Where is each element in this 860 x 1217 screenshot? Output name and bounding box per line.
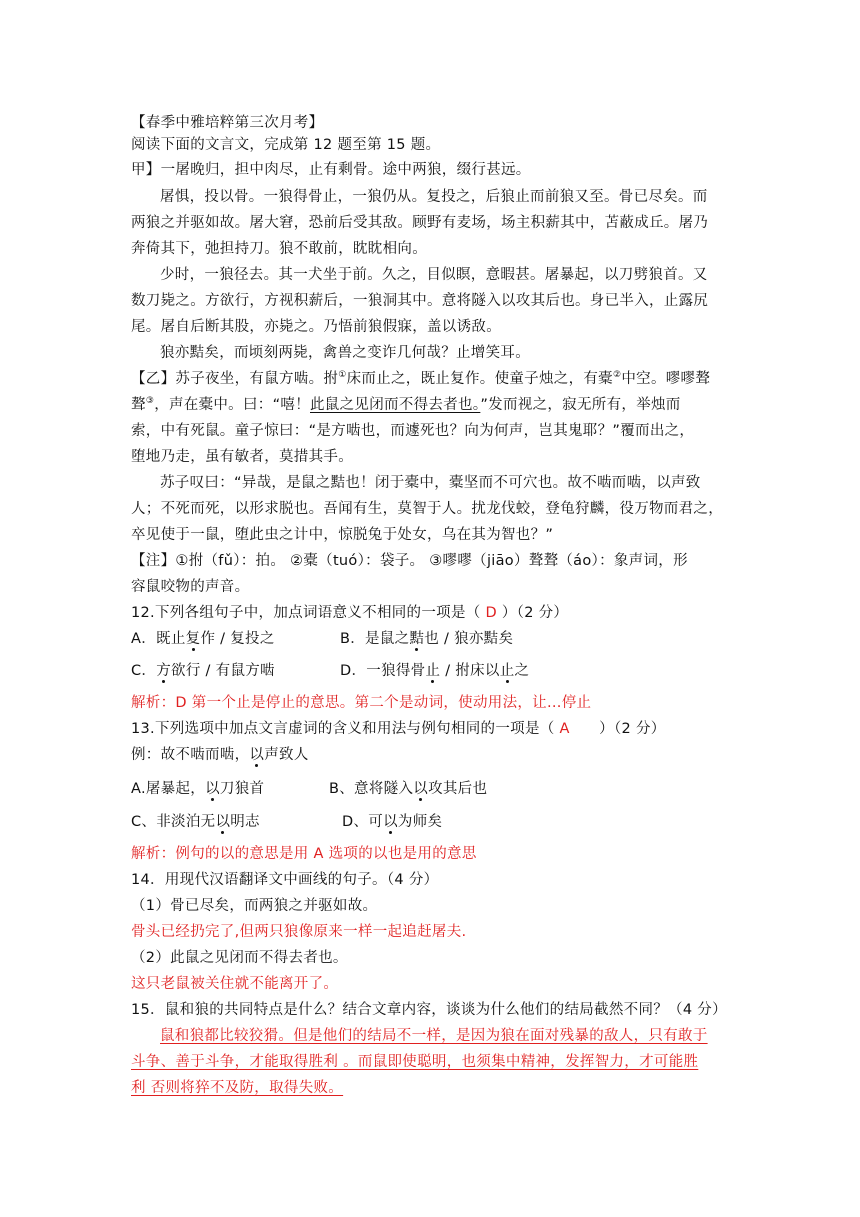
dotted-word: 止 [425,663,441,679]
footnote-mark: ③ [145,396,155,407]
answer-mark: A [559,721,570,737]
dotted-word: 复 [185,631,201,647]
question-text: ）（2 分） [496,605,569,621]
dotted-word: 止 [499,663,515,679]
dotted-word: 方 [156,663,172,679]
option-text: 明志 [230,814,260,830]
footnote-mark: ① [338,370,347,381]
option-text: 作 / 复投之 [200,631,275,647]
option-a [131,628,275,650]
passage-jia-line: 尾。屠自后断其股，亦毙之。乃悟前狼假寐，盖以诱敌。 [131,319,501,335]
question-14-answer-2: 这只老鼠被关住就不能离开了。 [131,976,339,992]
dotted-word: 以 [413,781,429,797]
question-14-sentence-1: （1）骨已尽矣，而两狼之并驱如故。 [131,898,378,914]
question-13-example [131,744,731,766]
passage-text: ”发而视之，寂无所有，举烛而 [480,397,681,413]
option-text: C． [131,663,157,679]
passage-jia-line: 甲】一屠晚归，担中肉尽，止有剩骨。途中两狼，缀行甚远。 [131,162,531,178]
passage-text: 中空。嘐嘐聱 [621,371,711,387]
question-14-stem: 14．用现代汉语翻译文中画线的句子。（4 分） [131,872,439,888]
passage-yi-line [131,394,731,416]
exam-header: 【春季中雅培粹第三次月考】 [131,115,324,131]
passage-jia-line: 少时，一狼径去。其一犬坐于前。久之，目似瞑，意暇甚。屠暴起，以刀劈狼首。又 [160,267,708,283]
option-text: 之 [514,663,530,679]
passage-jia-line: 奔倚其下，弛担持刀。狼不敢前，眈眈相向。 [131,241,427,257]
footnote-mark: ② [612,370,622,381]
question-12-analysis: 解析：D 第一个止是停止的意思。第二个是动词，使动用法，让...停止 [131,695,592,711]
annotation-line: 【注】①拊（fǔ）：拍。 ②橐（tuó）：袋子。 ③嘐嘐（jiāo）聱聱（áo）：象声词，形 [131,553,688,569]
option-text: C、非淡泊无 [131,814,216,830]
annotation-line: 容鼠咬物的声音。 [131,579,250,595]
dotted-word: 以 [249,747,265,763]
question-14-answer-1: 骨头已经扔完了,但两只狼像原来一样一起追赶屠夫. [131,924,467,940]
passage-jia-line: 屠惧，投以骨。一狼得骨止，一狼仍从。复投之，后狼止而前狼又至。骨已尽矣。而 [160,189,708,205]
passage-yi-line: 索，中有死鼠。童子惊曰：“是方啮也，而遽死也？向为何声，岂其鬼耶？”覆而出之， [131,423,695,439]
option-text: B．是鼠之 [340,631,410,647]
question-text: 12.下列各组句子中，加点词语意义不相同的一项是（ [131,605,486,621]
answer-mark: D [485,605,497,621]
question-15-answer-line: 利 否则将猝不及防，取得失败。 [131,1080,344,1096]
option-d [342,811,442,833]
question-text: ）（2 分） [569,721,666,737]
question-15-answer-line: 鼠和狼都比较狡猾。但是他们的结局不一样，是因为狼在面对残暴的敌人，只有敢于 [160,1028,708,1044]
option-text: 也 / 狼亦黠矣 [424,631,514,647]
passage-yi-line [131,368,731,390]
passage-text: 床而止之，既止复作。使童子烛之，有橐 [346,371,613,387]
option-text: A．既止 [131,631,186,647]
option-text: D．一狼得骨 [340,663,426,679]
option-text: A.屠暴起， [131,781,206,797]
dotted-word: 以 [383,814,398,830]
passage-jia-line: 两狼之并驱如故。屠大窘，恐前后受其敌。顾野有麦场，场主积薪其中，苫蔽成丘。屠乃 [131,215,709,231]
option-text: 欲行 / 有鼠方啮 [171,663,275,679]
option-text: 为师矣 [397,814,443,830]
passage-text: 【乙】苏子夜坐，有鼠方啮。拊 [131,371,339,387]
passage-text: ，声在橐中。曰：“嘻！ [154,397,310,413]
question-15-answer-line: 斗争、善于斗争，才能取得胜利 。而鼠即使聪明，也须集中精神，发挥智力，才可能胜 [131,1054,699,1070]
passage-text: 聱 [131,397,146,413]
option-text: 攻其后也 [428,781,488,797]
question-13-analysis: 解析：例句的以的意思是用 A 选项的以也是用的意思 [131,846,477,862]
underlined-sentence: 此鼠之见闭而不得去者也。 [310,397,481,413]
passage-yi-line: 卒见使于一鼠，堕此虫之计中，惊脱兔于处女，乌在其为智也？” [131,527,554,543]
passage-yi-line: 苏子叹曰：“异哉，是鼠之黠也！闭于橐中，橐坚而不可穴也。故不啮而啮，以声致 [160,475,701,491]
reading-instruction: 阅读下面的文言文，完成第 12 题至第 15 题。 [131,137,441,153]
question-15-stem: 15．鼠和狼的共同特点是什么？结合文章内容，谈谈为什么他们的结局截然不同？（4 分） [131,1002,727,1018]
option-text: / 拊床以 [440,663,500,679]
dotted-word: 黠 [409,631,425,647]
dotted-word: 以 [215,814,231,830]
question-13-stem [131,718,731,740]
dotted-word: 以 [205,781,220,797]
option-text: B、意将隧入 [329,781,414,797]
option-b [340,628,513,650]
example-text: 例：故不啮而啮， [131,747,250,763]
option-a [131,778,264,800]
passage-yi-line: 人；不死而死，以形求脱也。吾闻有生，莫智于人。扰龙伐蛟，登龟狩麟，役万物而君之， [131,501,723,517]
question-14-sentence-2: （2）此鼠之见闭而不得去者也。 [131,950,348,966]
option-b [329,778,487,800]
passage-yi-line: 堕地乃走，虽有敏者，莫措其手。 [131,449,353,465]
option-text: 刀狼首 [219,781,265,797]
option-d [340,660,529,682]
passage-jia-line: 数刀毙之。方欲行，方视积薪后，一狼洞其中。意将隧入以攻其后也。身已半入，止露尻 [131,293,709,309]
option-c [131,811,260,833]
passage-jia-line: 狼亦黠矣，而顷刻两毙，禽兽之变诈几何哉？止增笑耳。 [160,345,530,361]
option-c [131,660,275,682]
option-text: D、可 [342,814,384,830]
question-text: 13.下列选项中加点文言虚词的含义和用法与例句相同的一项是（ [131,721,560,737]
question-12-stem [131,602,731,624]
example-text: 声致人 [264,747,309,763]
